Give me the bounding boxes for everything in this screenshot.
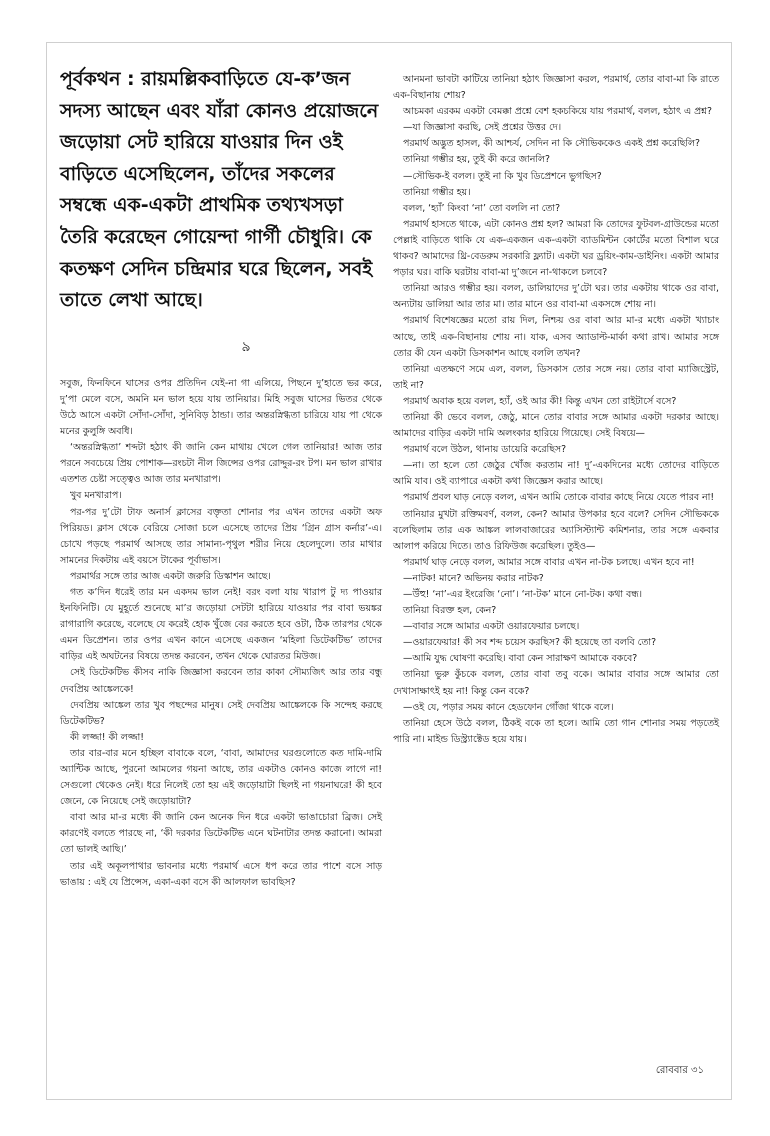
paragraph: তানিয়া হেসে উঠে বলল, ঠিকই বকে তা হলে। আমি তো গান শোনার সময় পড়তেই পারি না। মাইন্ড ডিস্ট্র্যাক্টেড হয়ে যায়। [393, 717, 719, 745]
paragraph: দেবপ্রিয় আঙ্কেল তার খুব পছন্দের মানুষ। সেই দেবপ্রিয় আঙ্কেলকে কি সন্দেহ করছে ডিটেকটিভ? [60, 699, 382, 727]
paragraph: তার এই অকূলপাথার ভাবনার মধ্যে পরমার্থ এসে ধপ করে তার পাশে বসে সাড় ভাঙায় : এই যে প্রিন্সেস, একা-একা বসে কী আলফাল ভাবছিস? [60, 860, 382, 888]
paragraph: আনমনা ভাবটা কাটিয়ে তানিয়া হঠাৎ জিজ্ঞাসা করল, পরমার্থ, তোর বাবা-মা কি রাতে এক-বিছানায় শোয়? [393, 74, 719, 102]
paragraph: তানিয়া গম্ভীর হয়, তুই কী করে জানলি? [403, 154, 550, 166]
page-footer: রোববার ৩১ [655, 1065, 704, 1076]
left-column [60, 64, 382, 891]
paragraph: —ওয়ারফেয়ার! কী সব শব্দ চয়েস করছিস? কী হয়েছে তা বলবি তো? [403, 637, 657, 649]
paragraph: তানিয়া ভুরু কুঁচকে বলল, তোর বাবা তবু বকে। আমার বাবার সঙ্গে আমার তো দেখাসাক্ষাৎই হয় না! কিন্তু কেন বকে? [393, 669, 719, 697]
right-column [393, 72, 719, 748]
paragraph: সবুজ, ফিনফিনে ঘাসের ওপর প্রতিদিন যেই-না গা এলিয়ে, পিছনে দু’হাতে ভর করে, দু’পা মেলে বসে, অমনি মন ভাল হয়ে যায় তানিয়ার। মিহি সবুজ ঘাসের ভিতর থেকে উঠে আসে একটা সোঁদা-সোঁদা, সুনিবিড় ঠান্ডা। তার অন্তরস্নিগ্ধতা চারিয়ে যায় পা থেকে মনের কুলুঙ্গি অবধি। [60, 377, 382, 438]
paragraph: পরমার্থ বিশেষজ্ঞের মতো রায় দিল, নিশ্চয় ওর বাবা আর মা-র মধ্যে একটা খ্যাচাং আছে, তাই এক-বিছানায় শোয় না। যাক, এসব অ্যাডাল্ট-মার্কা কথা রাখ। আমার সঙ্গে তোর কী যেন একটা ডিসকাশন আছে বললি তখন? [393, 315, 719, 359]
paragraph: ‘অন্তরস্নিগ্ধতা’ শব্দটা হঠাৎ কী জানি কেন মাথায় খেলে গেল তানিয়ার! আজ তার পরনে সবচেয়ে প্রিয় পোশাক—রংচটা নীল জিন্সের ওপর রোদ্দুর-রং টপ। মন ভাল রাখার এতশত চেষ্টা সত্ত্বেও আজ তার মনখারাপ। [60, 442, 382, 486]
paragraph: আচমকা এরকম একটা বেমক্কা প্রশ্নে বেশ হকচকিয়ে যায় পরমার্থ, বলল, হঠাৎ এ প্রশ্ন? [403, 106, 712, 118]
paragraph: পরমার্থ অবাক হয়ে বলল, হ্যাঁ, ওই আর কী! কিন্তু এখন তো রাইটার্সে বসে? [403, 395, 677, 407]
paragraph: গত ক’দিন ধরেই তার মন একদম ভাল নেই! বরং বলা যায় খারাপ টু দ্য পাওয়ার ইনফিনিটি। যে মুহূর্তে শুনেছে মা’র জড়োয়া সেটটা হারিয়ে যাওয়ার পর বাবা ভয়ঙ্কর রাগারাগি করেছে, বলেছে যে করেই হোক খুঁজে বের করতে হবে ওটা, ঠিক তারপর থেকে এমন ডিপ্রেশন। তার ওপর এখন কানে এসেছে একজন ‘মহিলা ডিটেকটিভ’ তাদের বাড়ির এই অঘটনের বিষয়ে তদন্ত করবেন, তখন থেকে ঘোরতর মিউজ। [60, 586, 382, 663]
paragraph: তার বার-বার মনে হচ্ছিল বাবাকে বলে, ‘বাবা, আমাদের ঘরগুলোতে কত দামি-দামি অ্যান্টিক আছে, পুরনো আমলের গয়না আছে, তার একটাও কোনও কাজে লাগে না! সেগুলো থেকেও নেই। ধরে নিলেই তো হয় এই জড়োয়াটা ছিলই না গয়নাঘরে! কী হবে জেনে, কে নিয়েছে সেই জড়োয়াটা? [60, 747, 382, 808]
paragraph: পরমার্থ অদ্ভুত হাসল, কী আশ্চর্য, সেদিন না কি সৌভিককেও একই প্রশ্ন করেছিলি? [403, 138, 700, 150]
paragraph: তানিয়া আরও গম্ভীর হয়। বলল, ডালিয়াদের দু’টো ঘর। তার একটায় থাকে ওর বাবা, অন্যটায় ডালিয়া আর তার মা। তার মানে ওর বাবা-মা একসঙ্গে শোয় না। [393, 283, 719, 311]
paragraph: খুব মনখারাপ। [70, 490, 122, 502]
paragraph: —উঁহু! ‘না’-এর ইংরেজি ‘নো’। ‘না-টক’ মানে নো-টক। কথা বন্ধ। [403, 589, 643, 600]
paragraph: সেই ডিটেকটিভ কীসব নাকি জিজ্ঞাসা করবেন তার কাকা সৌম্যজিৎ আর তার বন্ধু দেবপ্রিয় আঙ্কেলকে! [60, 667, 382, 695]
paragraph: বলল, ‘হ্যাঁ’ কিংবা ‘না’ তো বললি না তো? [403, 202, 561, 214]
recap-summary: পূর্বকথন : রায়মল্লিকবাড়িতে যে-ক’জন সদস্য আছেন এবং যাঁরা কোনও প্রয়োজনে জড়োয়া সেট হারিয়ে যাওয়ার দিন ওই বাড়িতে এসেছিলেন, তাঁদের সকলের সম্বন্ধে এক-একটা প্রাথমিক তথ্যখসড়া তৈরি করেছেন গোয়েন্দা গার্গী চৌধুরি। কে কতক্ষণ সেদিন চন্দ্রিমার ঘরে ছিলেন, সবই তাতে লেখা আছে। [60, 68, 379, 312]
left-body [60, 376, 382, 891]
paragraph: —সৌভিক-ই বলল। তুই না কি খুব ডিপ্রেশনে ভুগছিস? [403, 170, 602, 182]
paragraph: —নাটক! মানে? অভিনয় করার নাটক? [403, 572, 544, 584]
paragraph: তানিয়ার মুখটা রক্তিমবর্ণ, বলল, কেন? আমার উপকার হবে বলে? সেদিন সৌভিককে বলেছিলাম তার এক আঙ্কল লালবাজারের অ্যাসিস্ট্যান্ট কমিশনার, তার সঙ্গে একবার আলাপ করিয়ে দিতে। তাও রিফিউজ করেছিল। তুইও— [393, 508, 719, 552]
paragraph: —ওই যে, পড়ার সময় কানে হেডফোন গোঁজা থাকে বলে। [403, 701, 614, 713]
paragraph: পরমার্থ প্রবল ঘাড় নেড়ে বলল, এখন আমি তোকে বাবার কাছে নিয়ে যেতে পারব না! [403, 492, 715, 504]
paragraph: —যা জিজ্ঞাসা করছি, সেই প্রশ্নের উত্তর দে। [403, 122, 562, 134]
paragraph: —বাবার সঙ্গে আমার একটা ওয়ারফেয়ার চলছে। [403, 621, 580, 633]
paragraph: পরমার্থ হাসতে থাকে, এটা কোনও প্রশ্ন হল? আমরা কি তোদের ফুটবল-গ্রাউন্ডের মতো পেল্লাই বাড়িতে থাকি যে এক-একজন এক-একটা ব্যাডমিন্টন কোর্টের মতো বিশাল ঘরে থাকব? আমাদের থ্রি-বেডরুম সরকারি ফ্ল্যাট। একটা ঘর ড্রয়িং-কাম-ডাইনিং। একটা আমার পড়ার ঘর। বাকি ঘরটায় বাবা-মা দু’জনে না-থাকলে চলবে? [393, 218, 719, 279]
paragraph: —না। তা হলে তো জেঠুর খোঁজ করতাম না! দু’-একদিনের মধ্যে তোদের বাড়িতে আমি যাব। ওই ব্যাপারে একটা কথা জিজ্ঞেস করার আছে। [393, 460, 719, 488]
paragraph: তানিয়া এতক্ষণে সমে এল, বলল, ডিসকাস তোর সঙ্গে নয়। তোর বাবা ম্যাজিস্ট্রেট, তাই না? [393, 363, 719, 391]
paragraph: কী লজ্জা! কী লজ্জা! [70, 731, 145, 743]
paragraph: পরমার্থ ঘাড় নেড়ে বলল, আমার সঙ্গে বাবার এখন না-টক চলছে। এখন হবে না! [403, 556, 695, 568]
paragraph: তানিয়া গম্ভীর হয়। [403, 186, 471, 198]
paragraph: পরমার্থ বলে উঠল, থানায় ডায়েরি করেছিস? [403, 444, 567, 456]
paragraph: পরমার্থর সঙ্গে তার আজ একটা জরুরি ডিস্কাশন আছে। [70, 570, 271, 582]
paragraph: পর-পর দু’টো টাফ অনার্স ক্লাসের বক্তৃতা শোনার পর এখন তাদের একটা অফ পিরিয়ড। ক্লাস থেকে বেরিয়ে সোজা চলে এসেছে তাদের প্রিয় ‘গ্রিন গ্রাস কর্নার’-এ। চোখে পড়ছে পরমার্থ আসছে তার সামান্য-পৃথুল শরীর নিয়ে হেলেদুলে। তার মাথার সামনের দিকটায় এই বয়সে টাকের পূর্বাভাস। [60, 506, 382, 566]
paragraph: তানিয়া কী ভেবে বলল, জেঠু, মানে তোর বাবার সঙ্গে আমার একটা দরকার আছে। আমাদের বাড়ির একটা দামি অলংকার হারিয়ে গিয়েছে। সেই বিষয়ে— [393, 411, 719, 440]
paragraph: —আমি যুদ্ধ ঘোষণা করেছি। বাবা কেন সারাক্ষণ আমাকে বকবে? [403, 653, 638, 665]
paragraph: বাবা আর মা-র মধ্যে কী জানি কেন অনেক দিন ধরে একটা ভাঙাচোরা ব্রিজ। সেই কারণেই বলতে পারছে না, ‘কী দরকার ডিটেকটিভ এনে ঘটনাটার তদন্ত করানো। আমরা তো ভালই আছি।’ [60, 812, 382, 856]
paragraph: তানিয়া বিরক্ত হল, কেন? [403, 605, 497, 617]
chapter-number: ৯ [241, 338, 251, 355]
